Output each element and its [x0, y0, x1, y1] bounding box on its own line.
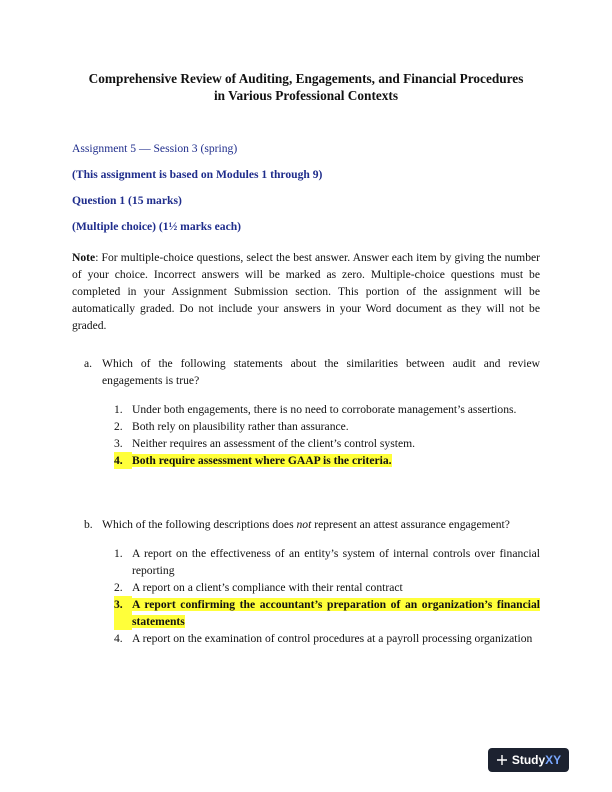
question-text-end: represent an attest assurance engagement?	[311, 518, 510, 531]
instructions-note	[72, 249, 540, 334]
option-item-highlighted	[114, 596, 540, 630]
options-list-a	[72, 401, 540, 469]
option-number: 3.	[114, 596, 132, 630]
option-number: 2.	[114, 420, 123, 433]
question-letter: b.	[84, 518, 93, 531]
plus-icon	[496, 754, 508, 766]
option-item	[114, 630, 540, 647]
options-list-b	[72, 545, 540, 647]
question-b	[84, 516, 540, 533]
option-item	[114, 579, 540, 596]
option-number: 3.	[114, 437, 123, 450]
question-type: (Multiple choice) (1½ marks each)	[72, 220, 242, 233]
option-item	[114, 401, 540, 418]
option-item-highlighted	[114, 452, 540, 469]
studyxy-logo[interactable]	[488, 748, 569, 772]
option-text-highlighted: Both require assessment where GAAP is the criteria.	[132, 454, 392, 467]
question-a	[84, 355, 540, 389]
question-text-emphasis: not	[296, 518, 312, 531]
logo-text: Study	[511, 753, 546, 767]
note-label: Note	[72, 251, 96, 264]
title-line-2: in Various Professional Contexts	[213, 88, 399, 103]
title-line-1: Comprehensive Review of Auditing, Engagements, and Financial Procedures	[88, 71, 524, 86]
option-text: A report on the effectiveness of an entity’s system of internal controls over financial reporting	[132, 547, 540, 577]
option-number: 1.	[114, 403, 123, 416]
option-text: Both rely on plausibility rather than assurance.	[132, 420, 349, 433]
modules-note: (This assignment is based on Modules 1 through 9)	[72, 168, 323, 181]
option-text: Neither requires an assessment of the client’s control system.	[132, 437, 416, 450]
option-text-highlighted: A report confirming the accountant’s preparation of an organization’s financial statements	[132, 598, 540, 628]
note-text: : For multiple-choice questions, select the best answer. Answer each item by giving the number of your choice. Incorrect answers will be marked as zero. Multiple-choice questions must be completed in your Assignment Submission section. This portion of the assignment will be automatically graded. Do not include your answers in your Word document as they will not be graded.	[72, 251, 540, 332]
option-number: 2.	[114, 581, 123, 594]
option-text: A report on the examination of control procedures at a payroll processing organization	[132, 632, 533, 645]
option-item	[114, 435, 540, 452]
question-heading: Question 1 (15 marks)	[72, 194, 182, 207]
document-page	[72, 70, 540, 647]
option-text: A report on a client’s compliance with their rental contract	[132, 581, 403, 594]
page-title	[72, 70, 540, 104]
option-number: 4.	[114, 452, 132, 469]
option-item	[114, 418, 540, 435]
question-text: Which of the following statements about the similarities between audit and review engagements is true?	[102, 357, 540, 387]
question-letter: a.	[84, 357, 93, 370]
question-text-start: Which of the following descriptions does	[102, 518, 297, 531]
assignment-label: Assignment 5 — Session 3 (spring)	[72, 142, 238, 155]
logo-accent: XY	[545, 753, 562, 767]
option-item	[114, 545, 540, 579]
option-number: 1.	[114, 547, 123, 560]
option-text: Under both engagements, there is no need to corroborate management’s assertions.	[132, 403, 517, 416]
option-number: 4.	[114, 632, 123, 645]
question-text	[102, 516, 540, 533]
